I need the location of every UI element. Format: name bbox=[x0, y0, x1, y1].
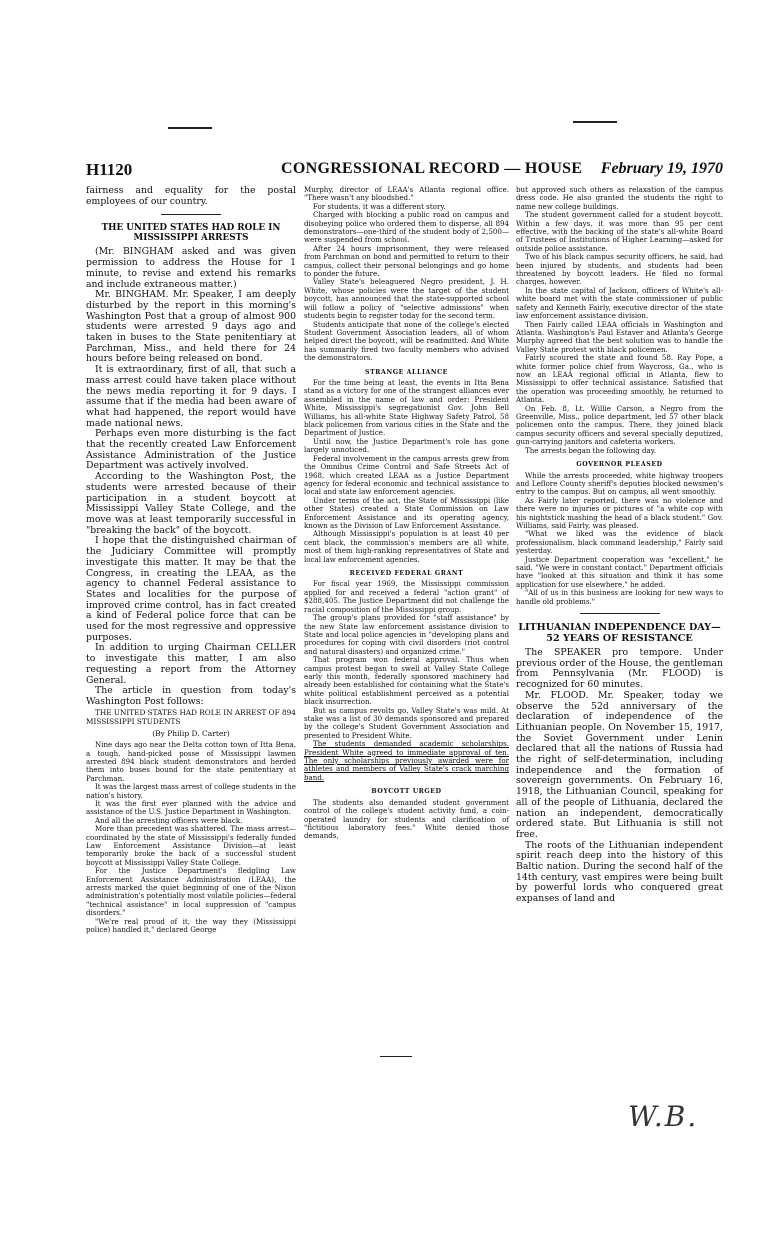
paragraph: According to the Washington Post, the students were arrested because of their participation in a student boycott at Mississippi Valley State College, and the move was at least temporarily successful in "breaking the back" of the boycott. bbox=[86, 471, 296, 536]
paragraph: Fairly scoured the state and found 58. Ray Pope, a white former police chief from Waycross, Ga., who is now an LEAA regional official in Atlanta, flew to Mississippi to offer technical assistance. Satisfied that the operation was proceeding smoothly, he returned to Atlanta. bbox=[516, 353, 723, 405]
paragraph: The group's plans provided for "staff assistance" by the new State law enforcement assistance division to State and local police agencies in "developing plans and procedures for coping with civil disorders (riot control and natural disasters) and organized crime." bbox=[304, 613, 509, 656]
paragraph: I hope that the distinguished chairman of the Judiciary Committee will promptly investigate this matter. It may be that the Congress, in creating the LEAA, as the agency to channel Federal assistance to States and localities for the purpose of improved crime control, has in fact created a kind of Federal police force that can be used for the most regressive and oppressive purposes. bbox=[86, 535, 296, 643]
paragraph: But as campus revolts go, Valley State's was mild. At stake was a list of 30 demands sponsored and prepared by the college's Student Government Association and presented to President White. bbox=[304, 705, 509, 740]
paragraph: Murphy, director of LEAA's Atlanta regional office. "There wasn't any bloodshed." bbox=[304, 185, 509, 203]
paragraph: Students anticipate that none of the college's elected Student Government Association leaders, all of whom helped direct the boycott, will be readmitted. And White has summarily fired two faculty members who advised the demonstrators. bbox=[304, 319, 509, 363]
paragraph: (Mr. BINGHAM asked and was given permission to address the House for 1 minute, to revise and extend his remarks and include extraneous matter.) bbox=[86, 246, 296, 290]
paragraph: In addition to urging Chairman CELLER to investigate this matter, I am also requesting a report from the Attorney General. bbox=[86, 642, 296, 686]
paragraph: Perhaps even more disturbing is the fact that the recently created Law Enforcement Assistance Administration of the Justice Department was actively involved. bbox=[86, 428, 296, 472]
handwritten-initials: W.B. bbox=[628, 1100, 699, 1133]
paragraph: More than precedent was shattered. The mass arrest—coordinated by the state of Mississippi's federally funded Law Enforcement Assistance Division—at least temporarily broke the back of a successful student boycott at Mississippi Valley State College. bbox=[86, 824, 296, 867]
paragraph: Charged with blocking a public road on campus and disobeying police who ordered them to disperse, all 894 demonstrators—one-third of the student body of 2,500—were suspended from school. bbox=[304, 210, 509, 245]
divider bbox=[580, 613, 660, 614]
column-3 bbox=[516, 186, 723, 905]
section-heading: LITHUANIAN INDEPENDENCE DAY—52 YEARS OF RESISTANCE bbox=[518, 622, 721, 644]
paragraph: It was the first ever planned with the advice and assistance of the U.S. Justice Department in Washington. bbox=[86, 798, 296, 817]
paragraph: For the Justice Department's fledgling Law Enforcement Assistance Administration (LEAA), the arrests marked the quiet beginning of one of the Nixon administration's potentially most volatile policies—federal "technical assistance" in local suppression of "campus disorders." bbox=[86, 866, 296, 918]
paragraph: Although Mississippi's population is at least 40 per cent black, the commission's members are all white, most of them high-ranking representatives of State and local law enforcement agencies. bbox=[304, 529, 509, 564]
paragraph: fairness and equality for the postal employees of our country. bbox=[86, 185, 296, 207]
paragraph: The article in question from today's Washington Post follows: bbox=[86, 685, 296, 707]
paragraph: Under terms of the act, the State of Mississippi (like other States) created a State Commission on Law Enforcement Assistance and its operating agency, known as the Division of Law Enforcement Assistance. bbox=[304, 495, 509, 530]
issue-date: February 19, 1970 bbox=[600, 160, 723, 177]
paragraph: Justice Department cooperation was "excellent," he said. "We were in constant contact." Department officials have "looked at this situation and think it has some application for use elsewhere," he added. bbox=[516, 554, 723, 589]
byline: (By Philip D. Carter) bbox=[152, 728, 230, 738]
subheading: BOYCOTT URGED bbox=[371, 788, 442, 796]
paragraph: The roots of the Lithuanian independent spirit reach deep into the history of this Baltic nation. During the second half of the 14th century, vast empires were being built by powerful lords who conquered great expanses of land and bbox=[516, 839, 723, 905]
section-heading: THE UNITED STATES HAD ROLE IN MISSISSIPPI ARRESTS bbox=[101, 223, 281, 244]
paragraph: It was the largest mass arrest of college students in the nation's history. bbox=[86, 782, 296, 800]
subheading: GOVERNOR PLEASED bbox=[576, 461, 663, 468]
paragraph: Nine days ago near the Delta cotton town of Itta Bena, a tough, hand-picked posse of Mississippi lawmen arrested 894 black student demonstrators and herded them into buses bound for the state penitentiary at Parchman. bbox=[86, 740, 296, 783]
paragraph: As Fairly later reported, there was no violence and there were no injuries or pictures of "a white cop with his nightstick mashing the head of a black student." Gov. Williams, said Fairly, was pleased. bbox=[516, 495, 723, 530]
paragraph: but approved such others as relaxation of the campus dress code. He also granted the students the right to name new college buildings. bbox=[516, 185, 723, 211]
paragraph: It is extraordinary, first of all, that such a mass arrest could have taken place without the news media reporting it for 9 days. I assume that if the media had been aware of what had happened, the report would have made national news. bbox=[86, 364, 296, 429]
paragraph: "All of us in this business are looking for new ways to handle old problems." bbox=[516, 588, 723, 606]
subheading: STRANGE ALLIANCE bbox=[365, 368, 448, 376]
paragraph: In the state capital of Jackson, officers of White's all-white board met with the state commissioner of public safety and Kenneth Fairly, executive director of the state law enforcement assistance division. bbox=[516, 285, 723, 321]
paragraph: Mr. FLOOD. Mr. Speaker, today we observe the 52d anniversary of the declaration of independence of the Lithuanian people. On November 15, 1917, the Soviet Government under Lenin declared that all the nations of Russia had the right of self-determination, including independence and the formation of sovereign governments. On February 16, 1918, the Lithuanian Council, speaking for all of the people of Lithuania, declared the nation an independent, democratically ordered state. But Lithuania is still not free. bbox=[516, 689, 723, 840]
footer-divider bbox=[380, 1056, 412, 1057]
paragraph: Federal involvement in the campus arrests grew from the Omnibus Crime Control and Safe Streets Act of 1968, which created LEAA as a Justice Department agency for federal economic and technical assistance to local and state law enforcement agencies. bbox=[304, 453, 509, 497]
paragraph: That program won federal approval. Thus when campus protest began to swell at Valley State College early this month, federally sponsored machinery had already been established for containing what the State's white political establishment perceived as a potential black insurrection. bbox=[304, 655, 509, 707]
subheading: RECEIVED FEDERAL GRANT bbox=[349, 569, 464, 577]
paragraph: After 24 hours imprisonment, they were released from Parchman on bond and permitted to return to their campus, collect their personal belongings and go home to ponder the future. bbox=[304, 243, 509, 279]
paragraph: The student government called for a student boycott. Within a few days, it was more than 95 per cent effective, with the backing of the state's all-white Board of Trustees of Institutions of Higher Learning—asked for outside police assistance. bbox=[516, 210, 723, 253]
page-header bbox=[86, 158, 723, 184]
paragraph: While the arrests proceeded, white highway troopers and Leflore County sheriff's deputies blocked newsmen's entry to the campus. But on campus, all went smoothly. bbox=[516, 470, 723, 497]
column-1 bbox=[86, 186, 296, 934]
paragraph: Mr. BINGHAM. Mr. Speaker, I am deeply disturbed by the report in this morning's Washington Post that a group of almost 900 students were arrested 9 days ago and taken in buses to the State penitentiary at Parchman, Miss., and held there for 24 hours before being released on bond. bbox=[86, 289, 296, 365]
paragraph: For fiscal year 1969, the Mississippi commission applied for and received a federal "action grant" of $288,405. The Justice Department did not challenge the racial composition of the Mississippi group. bbox=[304, 579, 509, 614]
divider bbox=[161, 214, 221, 215]
paragraph: For the time being at least, the events in Itta Bena stand as a victory for one of the strangest alliances ever assembled in the name of law and order: President White, Mississippi's segregationist Gov. John Bell Williams, his all-white State Highway Safety Patrol, 58 black policemen from various cities in the State and the Department of Justice. bbox=[304, 378, 509, 438]
page-number: H1120 bbox=[86, 160, 133, 179]
paragraph: The arrests began the following day. bbox=[525, 445, 657, 455]
page-mark-left bbox=[168, 127, 212, 129]
paragraph: "What we liked was the evidence of black professionalism, black command leadership," Fairly said yesterday. bbox=[516, 529, 723, 556]
paragraph: Two of his black campus security officers, he said, had been injured by students, and students had been threatened by boycott leaders. He filed no formal charges, however. bbox=[516, 252, 723, 287]
paragraph: "We're real proud of it, the way they (Mississippi police) handled it," declared George bbox=[86, 916, 296, 935]
page-mark-right bbox=[573, 121, 617, 123]
paragraph: Valley State's beleaguered Negro president, J. H. White, whose policies were the target of the student boycott, has announced that the state-supported school will follow a policy of "selective admissions" when students begin to register today for the second term. bbox=[304, 277, 509, 321]
column-2 bbox=[304, 186, 509, 841]
paragraph: The SPEAKER pro tempore. Under previous order of the House, the gentleman from Pennsylvania (Mr. FLOOD) is recognized for 60 minutes. bbox=[516, 647, 723, 691]
paragraph: Then Fairly called LEAA officials in Washington and Atlanta. Washington's Paul Estaver and Atlanta's George Murphy agreed that the best solution was to handle the Valley State protest with black policemen. bbox=[516, 319, 723, 354]
paragraph: For students, it was a different story. bbox=[313, 201, 446, 211]
paragraph: The students demanded academic scholarships. President White agreed to immediate approval of ten. The only scholarships previously awarded were for athletes and members of Valley State's crack marching band. bbox=[304, 739, 509, 782]
paragraph: Until now, the Justice Department's role has gone largely unnoticed. bbox=[304, 436, 509, 455]
publication-title: CONGRESSIONAL RECORD — HOUSE bbox=[281, 160, 583, 177]
paragraph: And all the arresting officers were black. bbox=[95, 815, 243, 825]
paragraph: On Feb. 8, Lt. Willie Carson, a Negro from the Greenville, Miss., police department, led 57 other black policemen onto the campus. There, they joined black campus security officers and several specially deputized, gun-carrying janitors and cafeteria workers. bbox=[516, 403, 723, 447]
paragraph: The students also demanded student government control of the college's student activity fund, a coin-operated laundry for students and clarification of "fictitious laboratory fees." White denied those demands, bbox=[304, 797, 509, 841]
article-title: THE UNITED STATES HAD ROLE IN ARREST OF 894 MISSISSIPPI STUDENTS bbox=[86, 707, 296, 726]
